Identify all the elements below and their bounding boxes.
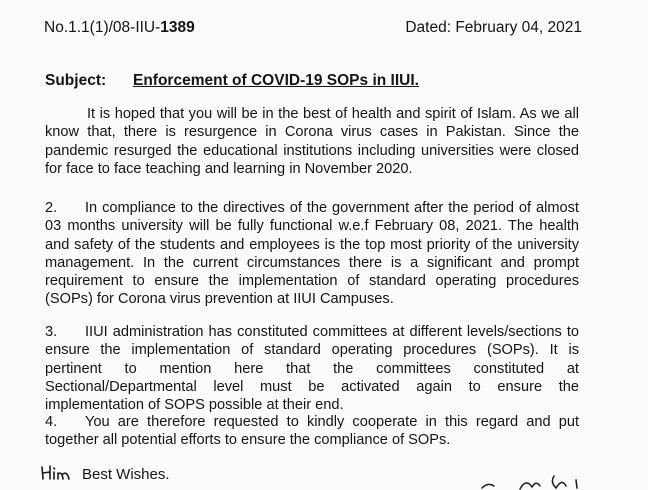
paragraph-2-number: 2. (45, 200, 58, 216)
reference-number (44, 19, 195, 37)
subject-label: Subject: (45, 72, 107, 89)
subject-title: Enforcement of COVID-19 SOPs in IIUI. (133, 72, 419, 89)
reference-id: 1389 (160, 19, 195, 36)
paragraph-2 (45, 199, 579, 309)
paragraph-3-number: 3. (45, 324, 58, 340)
closing-remark: Best Wishes. (82, 466, 170, 483)
paragraph-4-number: 4. (45, 414, 58, 430)
paragraph-4-text: You are therefore requested to kindly cooperate in this regard and put together all potential efforts to ensure the compliance of SOPs. (45, 414, 579, 449)
paragraph-4 (45, 413, 579, 450)
paragraph-1 (45, 105, 579, 178)
paragraph-3 (45, 323, 579, 414)
signature-mark (480, 472, 600, 490)
paragraph-2-text: In compliance to the directives of the government after the period of almost 03 months university will be fully functional w.e.f February 08, 2021. The health and safety of the students and employees is the top most priority of the university management. In the current circumstances there is a significant and prompt requirement to ensure the implementation of standard operating procedures (SOPs) for Corona virus prevention at IIUI Campuses. (45, 200, 579, 308)
reference-prefix: No.1.1(1)/08-IIU- (44, 19, 161, 36)
memo-date: Dated: February 04, 2021 (405, 19, 582, 36)
paragraph-1-text: It is hoped that you will be in the best of health and spirit of Islam. As we all know that, there is resurgence in Corona virus cases in Pakistan. Since the pandemic resurged the educational institutions including universities were closed for face to face teaching and learning in November 2020. (45, 106, 579, 177)
handwritten-initials (40, 463, 76, 483)
paragraph-3-text: IIUI administration has constituted committees at different levels/sections to ensure the implementation of standard operating procedures (SOPs). It is pertinent to mention here that the committees constituted at Sectional/Departmental level must be activated again to ensure the implementation of SOPS possible at their end. (45, 324, 579, 414)
